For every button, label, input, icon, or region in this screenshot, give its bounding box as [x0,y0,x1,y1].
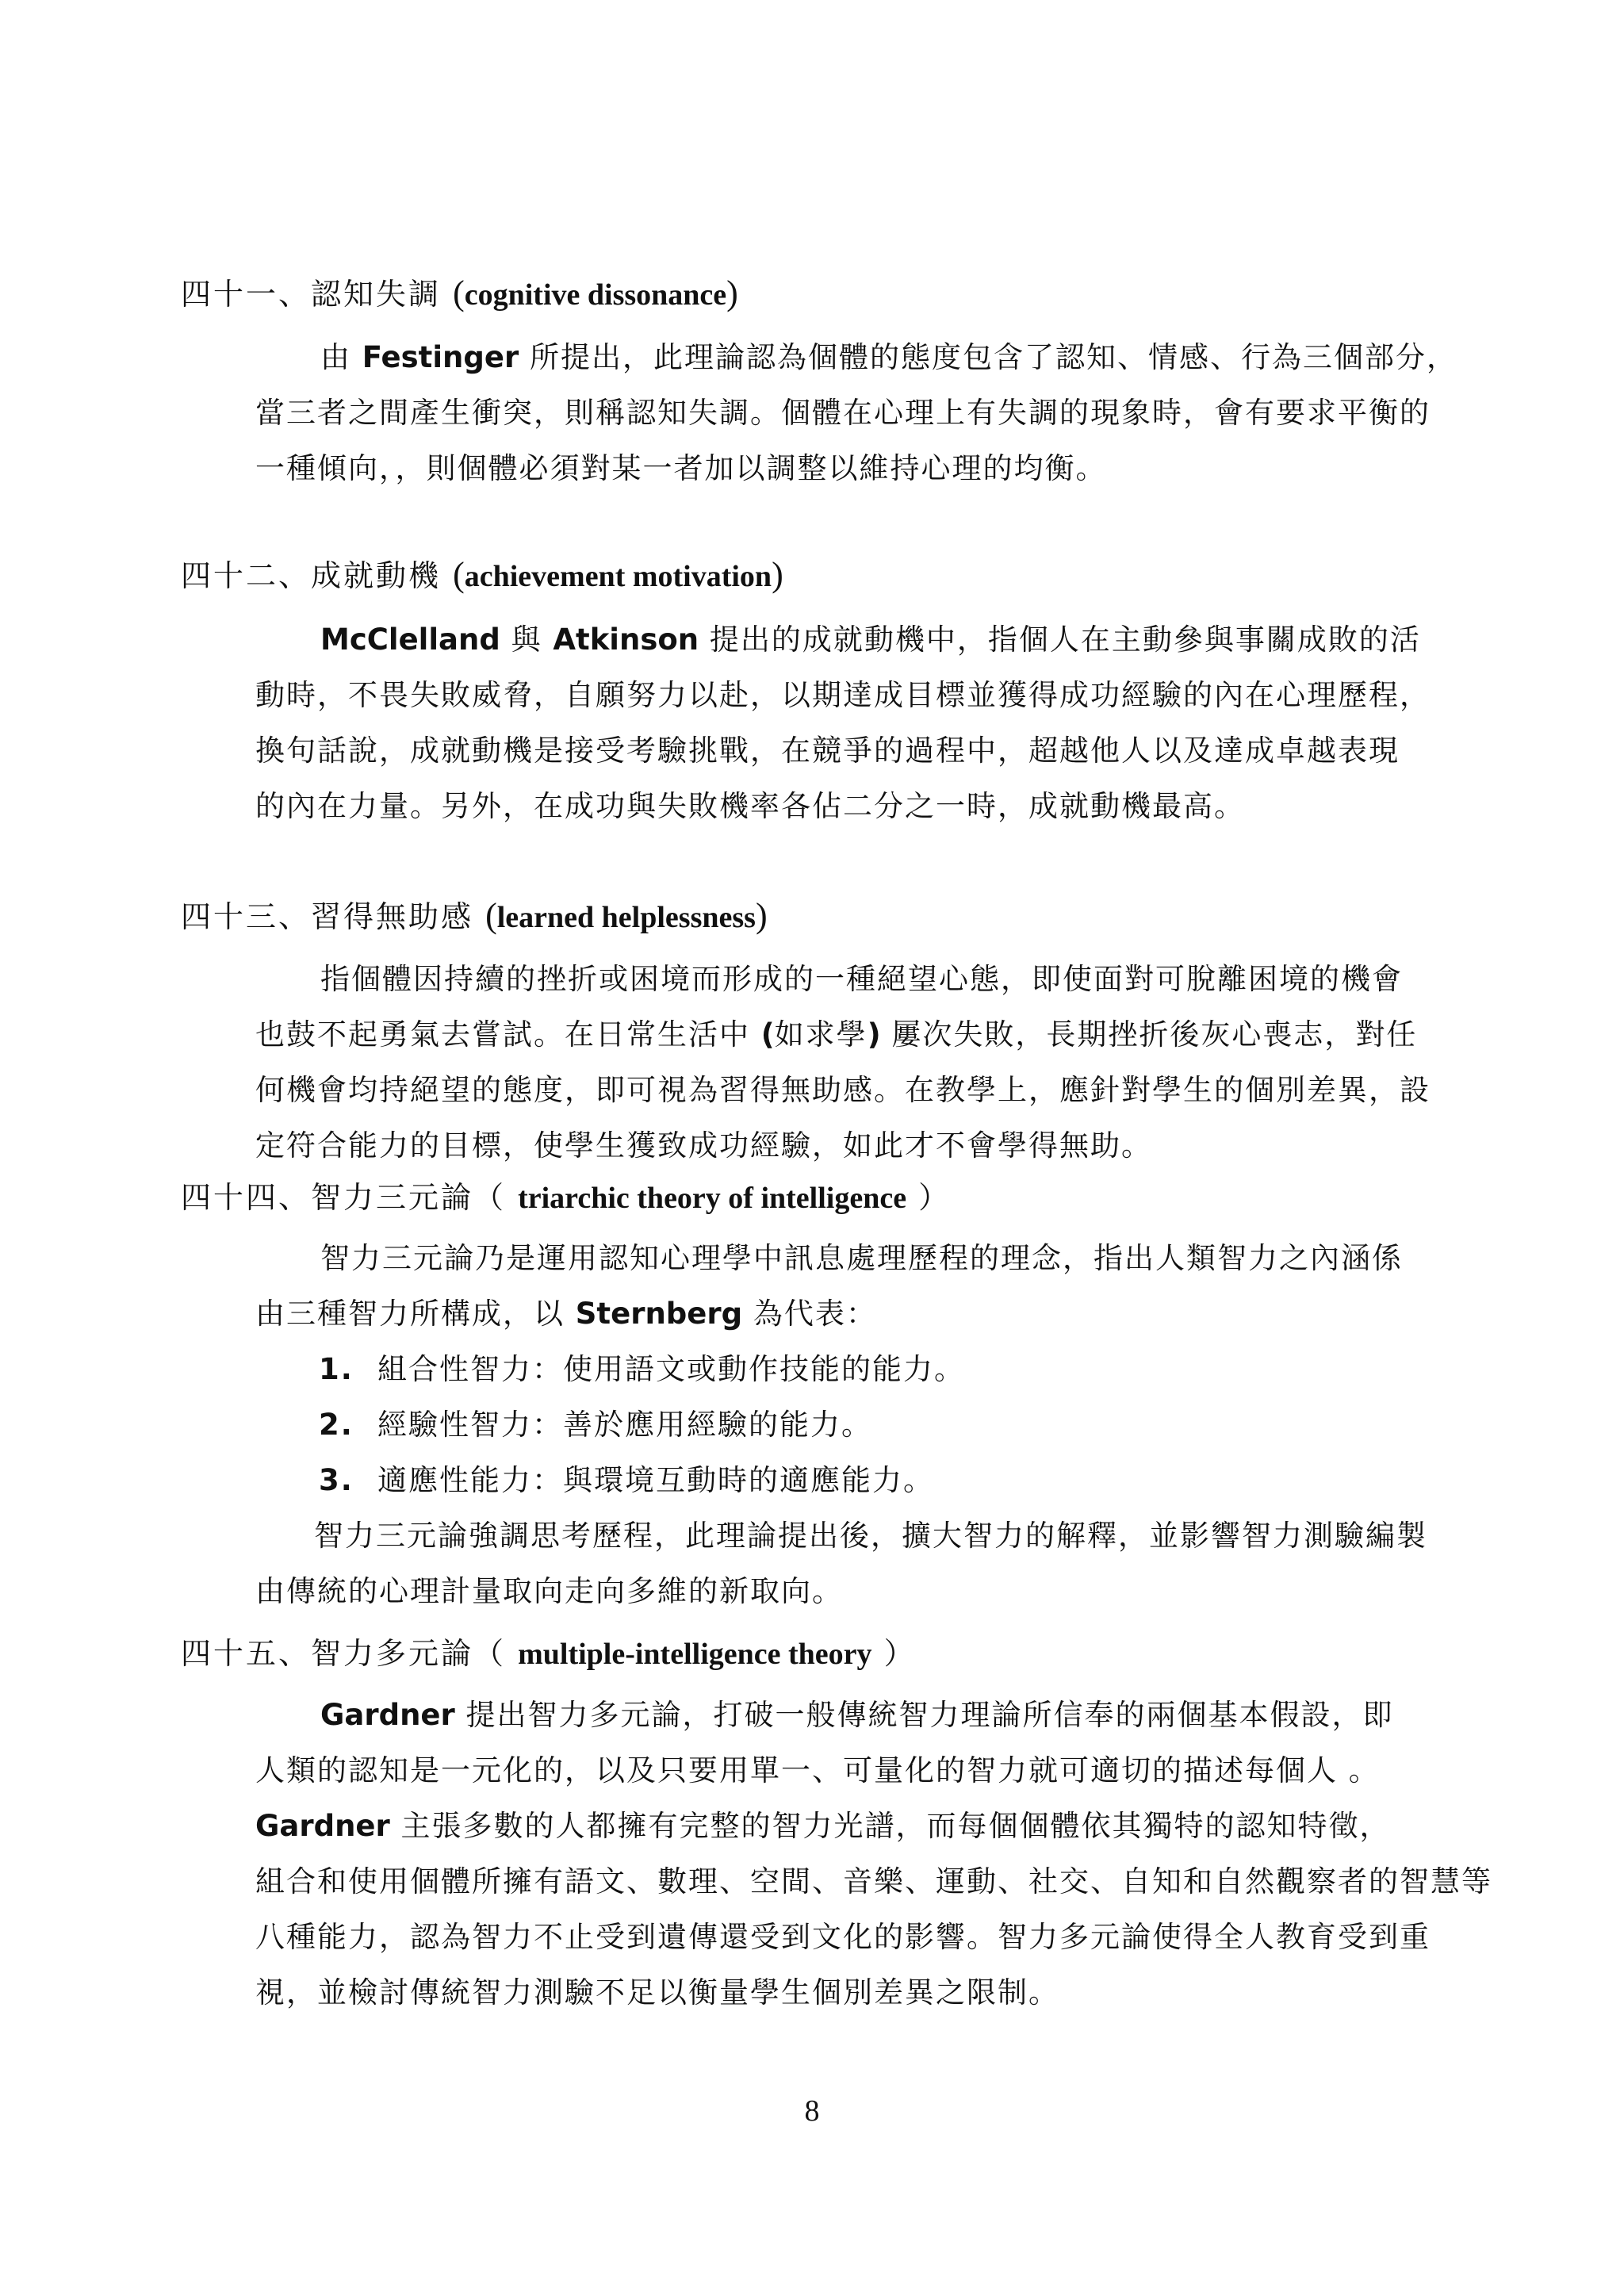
paragraph-line: 何機會均持絕望的態度，即可視為習得無助感。在教學上，應針對學生的個別差異，設 [255,1073,1431,1107]
paragraph-line [255,1007,1492,1063]
section-45-close: ） [871,1636,917,1671]
section-41-paragraph [255,330,1492,496]
section-44-english: triarchic theory of intelligence [518,1182,907,1215]
paragraph-line: 智力三元論乃是運用認知心理學中訊息處理歷程的理念，指出人類智力之內涵係 [320,1241,1403,1275]
paren-close: ) [867,1017,881,1052]
page-number: 8 [804,2094,820,2128]
section-41-prefix: 四十一、認知失調 [181,277,454,312]
section-45-paragraph [255,1688,1492,2021]
paragraph-line: 一種傾向，，則個體必須對某一者加以調整以維持心理的均衡。 [255,451,1107,485]
paragraph-line: 動時，不畏失敗威脅，自願努力以赴，以期達成目標並獲得成功經驗的內在心理歷程， [255,678,1431,712]
text-run: 主張多數的人都擁有完整的智力光譜，而每個個體依其獨特的認知特徵， [389,1809,1391,1843]
section-41-open-paren: ( [453,274,465,312]
section-43-prefix: 四十三、習得無助感 [181,899,486,934]
paragraph-line: 智力三元論強調思考歷程，此理論提出後，擴大智力的解釋，並影響智力測驗編製 [314,1519,1427,1553]
author-name: Gardner [320,1698,455,1732]
paragraph-line: 八種能力，認為智力不止受到遺傳還受到文化的影響。智力多元論使得全人教育受到重 [255,1920,1431,1954]
text-run: 所提出，此理論認為個體的態度包含了認知、情感、行為三個部分， [519,340,1457,374]
text-run: 為代表： [742,1297,877,1331]
section-43-close-paren: ) [755,896,768,935]
list-text: 組合性智力：使用語文或動作技能的能力。 [377,1352,965,1386]
section-41-close-paren: ) [726,274,738,312]
paragraph-line: 的內在力量。另外，在成功與失敗機率各佔二分之一時，成就動機最高。 [255,789,1245,823]
author-name: McClelland [320,623,500,657]
section-45-english: multiple-intelligence theory [518,1638,872,1671]
list-item [319,1342,965,1397]
paragraph-line [255,1286,1492,1342]
paragraph-line [255,1799,1492,1854]
paragraph-line: 指個體因持續的挫折或困境而形成的一種絕望心態，即使面對可脫離困境的機會 [320,962,1403,996]
section-44-close: ） [906,1180,952,1215]
section-44-prefix: 四十四、智力三元論（ [181,1180,519,1215]
text-run: 屢次失敗，長期挫折後灰心喪志，對任 [880,1017,1418,1052]
text-run: 由 [320,340,362,374]
text-run: 由三種智力所構成，以 [255,1297,576,1331]
list-text: 經驗性智力：善於應用經驗的能力。 [377,1408,872,1442]
section-44-paragraph [255,1231,1492,1342]
section-42-open-paren: ( [453,555,465,594]
paren-open: ( [760,1017,775,1052]
author-name: Gardner [255,1809,390,1843]
section-42-english: achievement motivation [464,560,772,593]
section-43-paragraph [255,952,1492,1174]
section-43-heading [181,896,768,937]
paragraph-line: 由傳統的心理計量取向走向多維的新取向。 [255,1574,843,1608]
list-item [319,1397,872,1453]
paragraph-line: 當三者之間產生衝突，則稱認知失調。個體在心理上有失調的現象時，會有要求平衡的 [255,396,1431,430]
section-45-prefix: 四十五、智力多元論（ [181,1636,519,1671]
paragraph-line [255,612,1492,668]
section-45-heading [181,1634,917,1674]
list-number: 3. [319,1463,354,1497]
paragraph-line [255,330,1492,385]
paragraph-line: 視，並檢討傳統智力測驗不足以衡量學生個別差異之限制。 [255,1975,1059,2010]
author-name: Atkinson [553,623,699,657]
section-44-paragraph-after [255,1508,1492,1619]
section-42-paragraph [255,612,1492,834]
section-42-prefix: 四十二、成就動機 [181,558,454,593]
list-item [319,1453,934,1508]
text-run: 也鼓不起勇氣去嘗試。在日常生活中 [255,1017,761,1052]
paragraph-line: 定符合能力的目標，使學生獲致成功經驗，如此才不會學得無助。 [255,1128,1152,1163]
list-text: 適應性能力：與環境互動時的適應能力。 [377,1463,934,1497]
text-run: 提出智力多元論，打破一般傳統智力理論所信奉的兩個基本假設，即 [454,1698,1394,1732]
section-41-heading [181,274,738,315]
section-43-english: learned helplessness [496,901,756,934]
section-42-heading [181,555,783,596]
section-44-heading [181,1178,951,1218]
section-41-english: cognitive dissonance [464,278,727,312]
author-name: Festinger [362,340,519,374]
paragraph-line: 人類的認知是一元化的，以及只要用單一、可量化的智力就可適切的描述每個人 。 [255,1753,1380,1787]
paragraph-line: 組合和使用個體所擁有語文、數理、空間、音樂、運動、社交、自知和自然觀察者的智慧等 [255,1864,1492,1898]
text-run: 提出的成就動機中，指個人在主動參與事關成敗的活 [699,623,1421,657]
section-42-close-paren: ) [772,555,783,594]
text-run: 與 [500,623,553,657]
text-run: 如求學 [774,1017,868,1052]
list-number: 1. [319,1352,354,1386]
section-43-open-paren: ( [485,896,497,935]
paragraph-line [255,1688,1492,1743]
author-name: Sternberg [575,1297,743,1331]
list-number: 2. [319,1408,354,1442]
paragraph-line: 換句話說，成就動機是接受考驗挑戰，在競爭的過程中，超越他人以及達成卓越表現 [255,734,1400,768]
